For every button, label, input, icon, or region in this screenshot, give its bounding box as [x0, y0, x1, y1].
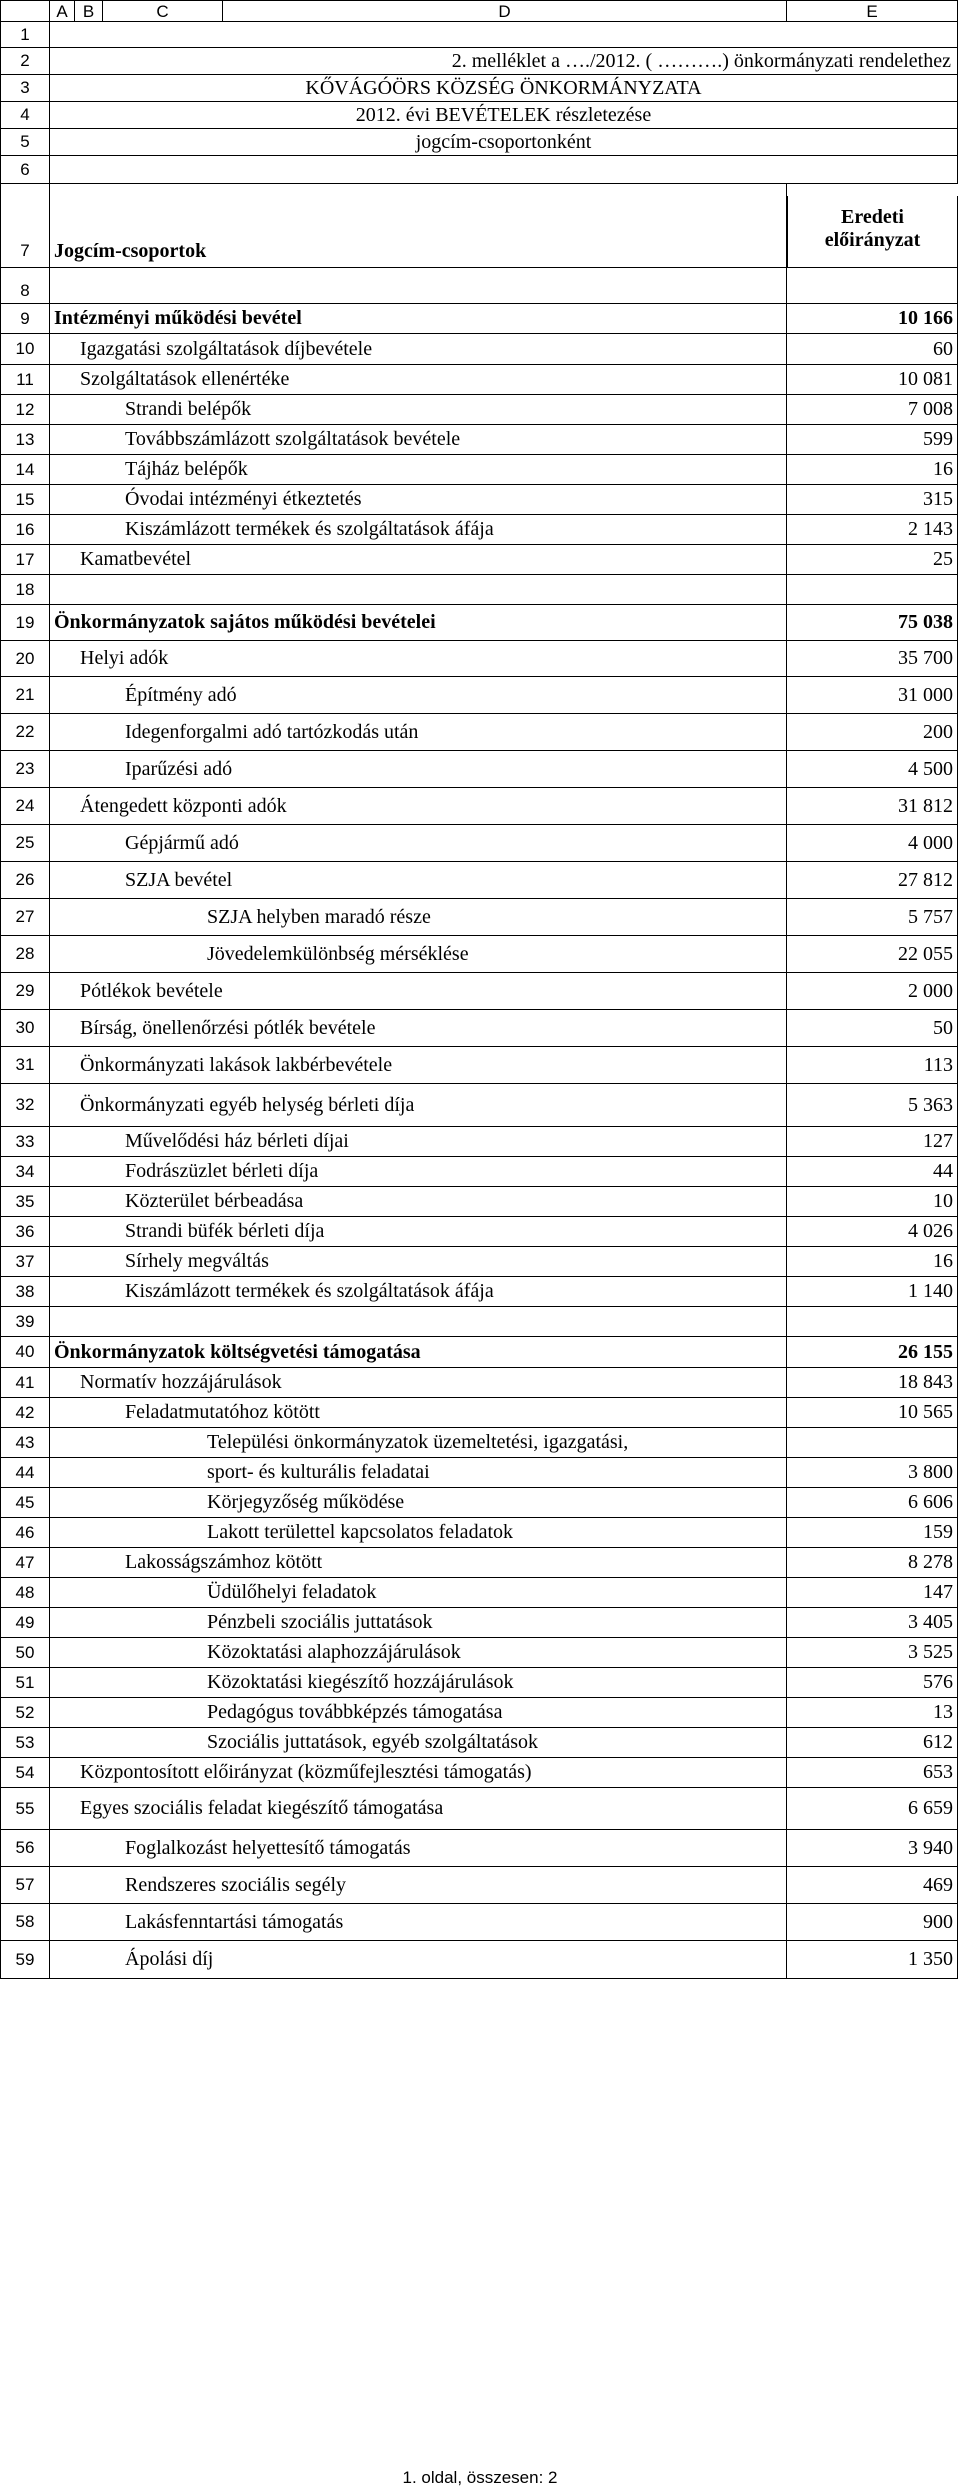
row-value[interactable]: 612: [787, 1728, 958, 1757]
table-row: [0, 1941, 958, 1979]
table-row: [0, 1307, 958, 1337]
row-number[interactable]: 48: [0, 1578, 50, 1607]
row-number[interactable]: 10: [0, 334, 50, 364]
municipality-name: KŐVÁGÓÖRS KÖZSÉG ÖNKORMÁNYZATA: [50, 75, 958, 101]
row-number[interactable]: 46: [0, 1518, 50, 1547]
row-number[interactable]: 35: [0, 1187, 50, 1216]
table-row: [0, 334, 958, 365]
row-number[interactable]: 11: [0, 365, 50, 394]
row-label[interactable]: Átengedett központi adók: [50, 788, 787, 824]
table-row: [0, 485, 958, 515]
row-number[interactable]: 39: [0, 1307, 50, 1336]
table-row: [0, 455, 958, 485]
row-value[interactable]: 147: [787, 1578, 958, 1607]
row-label[interactable]: Kamatbevétel: [50, 545, 787, 574]
row-value[interactable]: 50: [787, 1010, 958, 1046]
sheet-row: [0, 75, 958, 102]
column-header-b[interactable]: B: [75, 1, 103, 21]
row-number[interactable]: 23: [0, 751, 50, 787]
row-value[interactable]: 13: [787, 1698, 958, 1727]
row-value[interactable]: 653: [787, 1758, 958, 1787]
row-label[interactable]: Kiszámlázott termékek és szolgáltatások áfája: [50, 515, 787, 544]
row-value[interactable]: 10 166: [787, 304, 958, 333]
table-row: [0, 677, 958, 714]
row-label[interactable]: Települési önkormányzatok üzemeltetési, igazgatási,: [50, 1428, 787, 1457]
table-row: [0, 515, 958, 545]
row-label[interactable]: [50, 1307, 787, 1336]
row-value[interactable]: 10: [787, 1187, 958, 1216]
row-value[interactable]: 5 363: [787, 1084, 958, 1126]
table-row: [0, 1368, 958, 1398]
table-row: [0, 936, 958, 973]
table-row: [0, 1488, 958, 1518]
table-row: [0, 1157, 958, 1187]
row-value[interactable]: 6 606: [787, 1488, 958, 1517]
row-label[interactable]: Idegenforgalmi adó tartózkodás után: [50, 714, 787, 750]
column-title-categories: Jogcím-csoportok: [50, 184, 787, 267]
row-label[interactable]: Gépjármű adó: [50, 825, 787, 861]
sheet-row: [0, 268, 958, 304]
table-row: [0, 1217, 958, 1247]
row-value[interactable]: 469: [787, 1867, 958, 1903]
row-label[interactable]: Jövedelemkülönbség mérséklése: [50, 936, 787, 972]
row-value[interactable]: 4 000: [787, 825, 958, 861]
budget-rows: [0, 304, 958, 1979]
table-row: [0, 1578, 958, 1608]
row-number[interactable]: 8: [0, 268, 50, 303]
column-header-e[interactable]: E: [787, 1, 958, 21]
row-value[interactable]: 1 140: [787, 1277, 958, 1306]
table-row: [0, 1830, 958, 1867]
table-row: [0, 1458, 958, 1488]
row-number[interactable]: 2: [0, 48, 50, 74]
row-value[interactable]: 25: [787, 545, 958, 574]
row-label[interactable]: Közoktatási kiegészítő hozzájárulások: [50, 1668, 787, 1697]
row-label[interactable]: Strandi büfék bérleti díja: [50, 1217, 787, 1246]
row-number[interactable]: 20: [0, 641, 50, 676]
row-number[interactable]: 18: [0, 575, 50, 604]
row-number[interactable]: 21: [0, 677, 50, 713]
row-label[interactable]: Strandi belépők: [50, 395, 787, 424]
row-number[interactable]: 54: [0, 1758, 50, 1787]
row-number[interactable]: 53: [0, 1728, 50, 1757]
table-row: [0, 1398, 958, 1428]
row-value[interactable]: 159: [787, 1518, 958, 1547]
row-number[interactable]: 49: [0, 1608, 50, 1637]
row-number[interactable]: 38: [0, 1277, 50, 1306]
row-number[interactable]: 59: [0, 1941, 50, 1978]
table-row: [0, 1904, 958, 1941]
row-value[interactable]: [787, 1428, 958, 1457]
sheet-row: [0, 156, 958, 184]
column-header-row: [0, 0, 958, 22]
table-row: [0, 575, 958, 605]
row-number[interactable]: 19: [0, 605, 50, 640]
row-label[interactable]: Feladatmutatóhoz kötött: [50, 1398, 787, 1427]
row-number[interactable]: 26: [0, 862, 50, 898]
table-row: [0, 395, 958, 425]
row-value[interactable]: [787, 1307, 958, 1336]
table-row: [0, 788, 958, 825]
row-value[interactable]: 8 278: [787, 1548, 958, 1577]
table-row: [0, 714, 958, 751]
table-row: [0, 641, 958, 677]
row-value[interactable]: 599: [787, 425, 958, 454]
row-label[interactable]: Önkormányzati lakások lakbérbevétele: [50, 1047, 787, 1083]
row-label[interactable]: Óvodai intézményi étkeztetés: [50, 485, 787, 514]
row-value[interactable]: 3 800: [787, 1458, 958, 1487]
table-row: [0, 825, 958, 862]
row-label[interactable]: Önkormányzatok költségvetési támogatása: [50, 1337, 787, 1367]
table-row: [0, 1247, 958, 1277]
row-number[interactable]: 45: [0, 1488, 50, 1517]
row-value[interactable]: 27 812: [787, 862, 958, 898]
row-label[interactable]: Kiszámlázott termékek és szolgáltatások áfája: [50, 1277, 787, 1306]
row-label[interactable]: Iparűzési adó: [50, 751, 787, 787]
row-value[interactable]: 200: [787, 714, 958, 750]
column-title-line-2: előirányzat: [824, 229, 921, 251]
row-number[interactable]: 57: [0, 1867, 50, 1903]
row-number[interactable]: 22: [0, 714, 50, 750]
row-value[interactable]: 3 525: [787, 1638, 958, 1667]
row-label[interactable]: Önkormányzatok sajátos működési bevételei: [50, 605, 787, 640]
row-number[interactable]: 17: [0, 545, 50, 574]
table-row: [0, 1867, 958, 1904]
row-number[interactable]: 15: [0, 485, 50, 514]
row-value[interactable]: 3 405: [787, 1608, 958, 1637]
sheet-row: [0, 102, 958, 129]
row-value[interactable]: 35 700: [787, 641, 958, 676]
table-row: [0, 1428, 958, 1458]
row-number[interactable]: 1: [0, 22, 50, 47]
row-label[interactable]: sport- és kulturális feladatai: [50, 1458, 787, 1487]
row-value[interactable]: 7 008: [787, 395, 958, 424]
row-label[interactable]: Közterület bérbeadása: [50, 1187, 787, 1216]
table-row: [0, 973, 958, 1010]
row-label[interactable]: SZJA bevétel: [50, 862, 787, 898]
row-label[interactable]: Ápolási díj: [50, 1941, 787, 1978]
row-label[interactable]: Foglalkozást helyettesítő támogatás: [50, 1830, 787, 1866]
row-label[interactable]: Önkormányzati egyéb helység bérleti díja: [50, 1084, 787, 1126]
row-value[interactable]: 4 500: [787, 751, 958, 787]
row-number[interactable]: 56: [0, 1830, 50, 1866]
row-value[interactable]: 2 143: [787, 515, 958, 544]
row-label[interactable]: Pénzbeli szociális juttatások: [50, 1608, 787, 1637]
row-number[interactable]: 36: [0, 1217, 50, 1246]
row-label[interactable]: Üdülőhelyi feladatok: [50, 1578, 787, 1607]
row-value[interactable]: 1 350: [787, 1941, 958, 1978]
table-row: [0, 304, 958, 334]
table-row: [0, 1187, 958, 1217]
row-label[interactable]: Bírság, önellenőrzési pótlék bevétele: [50, 1010, 787, 1046]
row-value[interactable]: 10 081: [787, 365, 958, 394]
row-value[interactable]: 315: [787, 485, 958, 514]
row-label[interactable]: Építmény adó: [50, 677, 787, 713]
row-number[interactable]: 51: [0, 1668, 50, 1697]
row-label[interactable]: Közoktatási alaphozzájárulások: [50, 1638, 787, 1667]
table-row: [0, 365, 958, 395]
row-value[interactable]: 31 812: [787, 788, 958, 824]
row-label[interactable]: Szociális juttatások, egyéb szolgáltatások: [50, 1728, 787, 1757]
row-label[interactable]: [50, 575, 787, 604]
table-row: [0, 1277, 958, 1307]
row-number[interactable]: 12: [0, 395, 50, 424]
column-header-a[interactable]: A: [50, 1, 75, 21]
document-title: 2012. évi BEVÉTELEK részletezése: [50, 102, 958, 128]
row-number[interactable]: 27: [0, 899, 50, 935]
row-number[interactable]: 41: [0, 1368, 50, 1397]
row-value[interactable]: 31 000: [787, 677, 958, 713]
row-label[interactable]: Intézményi működési bevétel: [50, 304, 787, 333]
row-value[interactable]: 75 038: [787, 605, 958, 640]
table-row: [0, 1047, 958, 1084]
table-row: [0, 1698, 958, 1728]
row-number[interactable]: 30: [0, 1010, 50, 1046]
row-label[interactable]: Lakott területtel kapcsolatos feladatok: [50, 1518, 787, 1547]
row-number[interactable]: 50: [0, 1638, 50, 1667]
row-number[interactable]: 5: [0, 129, 50, 155]
row-value[interactable]: 5 757: [787, 899, 958, 935]
row-number[interactable]: 24: [0, 788, 50, 824]
row-label[interactable]: Normatív hozzájárulások: [50, 1368, 787, 1397]
row-label[interactable]: SZJA helyben maradó része: [50, 899, 787, 935]
row-label[interactable]: Központosított előirányzat (közműfejlesztési támogatás): [50, 1758, 787, 1787]
column-title-original-estimate: [787, 196, 958, 267]
table-row: [0, 1728, 958, 1758]
row-number[interactable]: 42: [0, 1398, 50, 1427]
row-label[interactable]: Egyes szociális feladat kiegészítő támogatása: [50, 1788, 787, 1829]
row-number[interactable]: 43: [0, 1428, 50, 1457]
row-number[interactable]: 34: [0, 1157, 50, 1186]
row-value[interactable]: 16: [787, 455, 958, 484]
row-label[interactable]: Pótlékok bevétele: [50, 973, 787, 1009]
row-value[interactable]: 60: [787, 334, 958, 364]
table-row: [0, 899, 958, 936]
row-number[interactable]: 37: [0, 1247, 50, 1276]
row-label[interactable]: Pedagógus továbbképzés támogatása: [50, 1698, 787, 1727]
row-number[interactable]: 58: [0, 1904, 50, 1940]
row-value[interactable]: 22 055: [787, 936, 958, 972]
row-value[interactable]: 16: [787, 1247, 958, 1276]
table-row: [0, 862, 958, 899]
row-label[interactable]: Lakosságszámhoz kötött: [50, 1548, 787, 1577]
row-label[interactable]: Szolgáltatások ellenértéke: [50, 365, 787, 394]
row-number[interactable]: 29: [0, 973, 50, 1009]
row-value[interactable]: 900: [787, 1904, 958, 1940]
row-number[interactable]: 55: [0, 1788, 50, 1829]
table-row: [0, 1758, 958, 1788]
corner-cell: [0, 1, 50, 21]
row-label[interactable]: Helyi adók: [50, 641, 787, 676]
row-number[interactable]: 44: [0, 1458, 50, 1487]
table-row: [0, 1608, 958, 1638]
table-row: [0, 545, 958, 575]
row-number[interactable]: 47: [0, 1548, 50, 1577]
row-value[interactable]: 3 940: [787, 1830, 958, 1866]
row-number[interactable]: 9: [0, 304, 50, 333]
column-header-c[interactable]: C: [103, 1, 223, 21]
row-value[interactable]: 2 000: [787, 973, 958, 1009]
row-label[interactable]: Továbbszámlázott szolgáltatások bevétele: [50, 425, 787, 454]
row-number[interactable]: 6: [0, 156, 50, 183]
sheet-row: [0, 22, 958, 48]
sheet-row: [0, 48, 958, 75]
row-number[interactable]: 4: [0, 102, 50, 128]
table-row: [0, 751, 958, 788]
row-label[interactable]: Fodrászüzlet bérleti díja: [50, 1157, 787, 1186]
row-number[interactable]: 13: [0, 425, 50, 454]
document-subtitle: jogcím-csoportonként: [50, 129, 958, 155]
row-value[interactable]: 26 155: [787, 1337, 958, 1367]
table-row: [0, 1010, 958, 1047]
row-number[interactable]: 40: [0, 1337, 50, 1367]
row-number[interactable]: 33: [0, 1127, 50, 1156]
table-row: [0, 1548, 958, 1578]
column-title-line-1: Eredeti: [841, 206, 904, 228]
table-row: [0, 1127, 958, 1157]
row-number[interactable]: 3: [0, 75, 50, 101]
row-value[interactable]: 127: [787, 1127, 958, 1156]
table-row: [0, 1638, 958, 1668]
row-label[interactable]: Körjegyzőség működése: [50, 1488, 787, 1517]
row-value[interactable]: 44: [787, 1157, 958, 1186]
row-label[interactable]: Művelődési ház bérleti díjai: [50, 1127, 787, 1156]
table-row: [0, 1337, 958, 1368]
row-number[interactable]: 52: [0, 1698, 50, 1727]
table-row: [0, 1668, 958, 1698]
row-value[interactable]: 18 843: [787, 1368, 958, 1397]
row-label[interactable]: Igazgatási szolgáltatások díjbevétele: [50, 334, 787, 364]
row-value[interactable]: 113: [787, 1047, 958, 1083]
row-number[interactable]: 16: [0, 515, 50, 544]
row-number[interactable]: 28: [0, 936, 50, 972]
row-label[interactable]: Sírhely megváltás: [50, 1247, 787, 1276]
row-number[interactable]: 25: [0, 825, 50, 861]
row-label[interactable]: Rendszeres szociális segély: [50, 1867, 787, 1903]
row-label[interactable]: Lakásfenntartási támogatás: [50, 1904, 787, 1940]
row-value[interactable]: 576: [787, 1668, 958, 1697]
row-number[interactable]: 31: [0, 1047, 50, 1083]
sheet-row: [0, 184, 958, 268]
row-label[interactable]: Tájház belépők: [50, 455, 787, 484]
sheet-row: [0, 129, 958, 156]
column-header-d[interactable]: D: [223, 1, 787, 21]
row-number[interactable]: 7: [0, 184, 50, 267]
row-value[interactable]: 6 659: [787, 1788, 958, 1829]
annex-reference: 2. melléklet a …./2012. ( ……….) önkormányzati rendelethez: [50, 48, 958, 74]
row-number[interactable]: 14: [0, 455, 50, 484]
table-row: [0, 1788, 958, 1830]
row-value[interactable]: [787, 575, 958, 604]
row-number[interactable]: 32: [0, 1084, 50, 1126]
table-row: [0, 425, 958, 455]
page-footer: 1. oldal, összesen: 2: [402, 2468, 558, 2487]
table-row: [0, 605, 958, 641]
row-value[interactable]: 4 026: [787, 1217, 958, 1246]
row-value[interactable]: 10 565: [787, 1398, 958, 1427]
table-row: [0, 1518, 958, 1548]
table-row: [0, 1084, 958, 1127]
